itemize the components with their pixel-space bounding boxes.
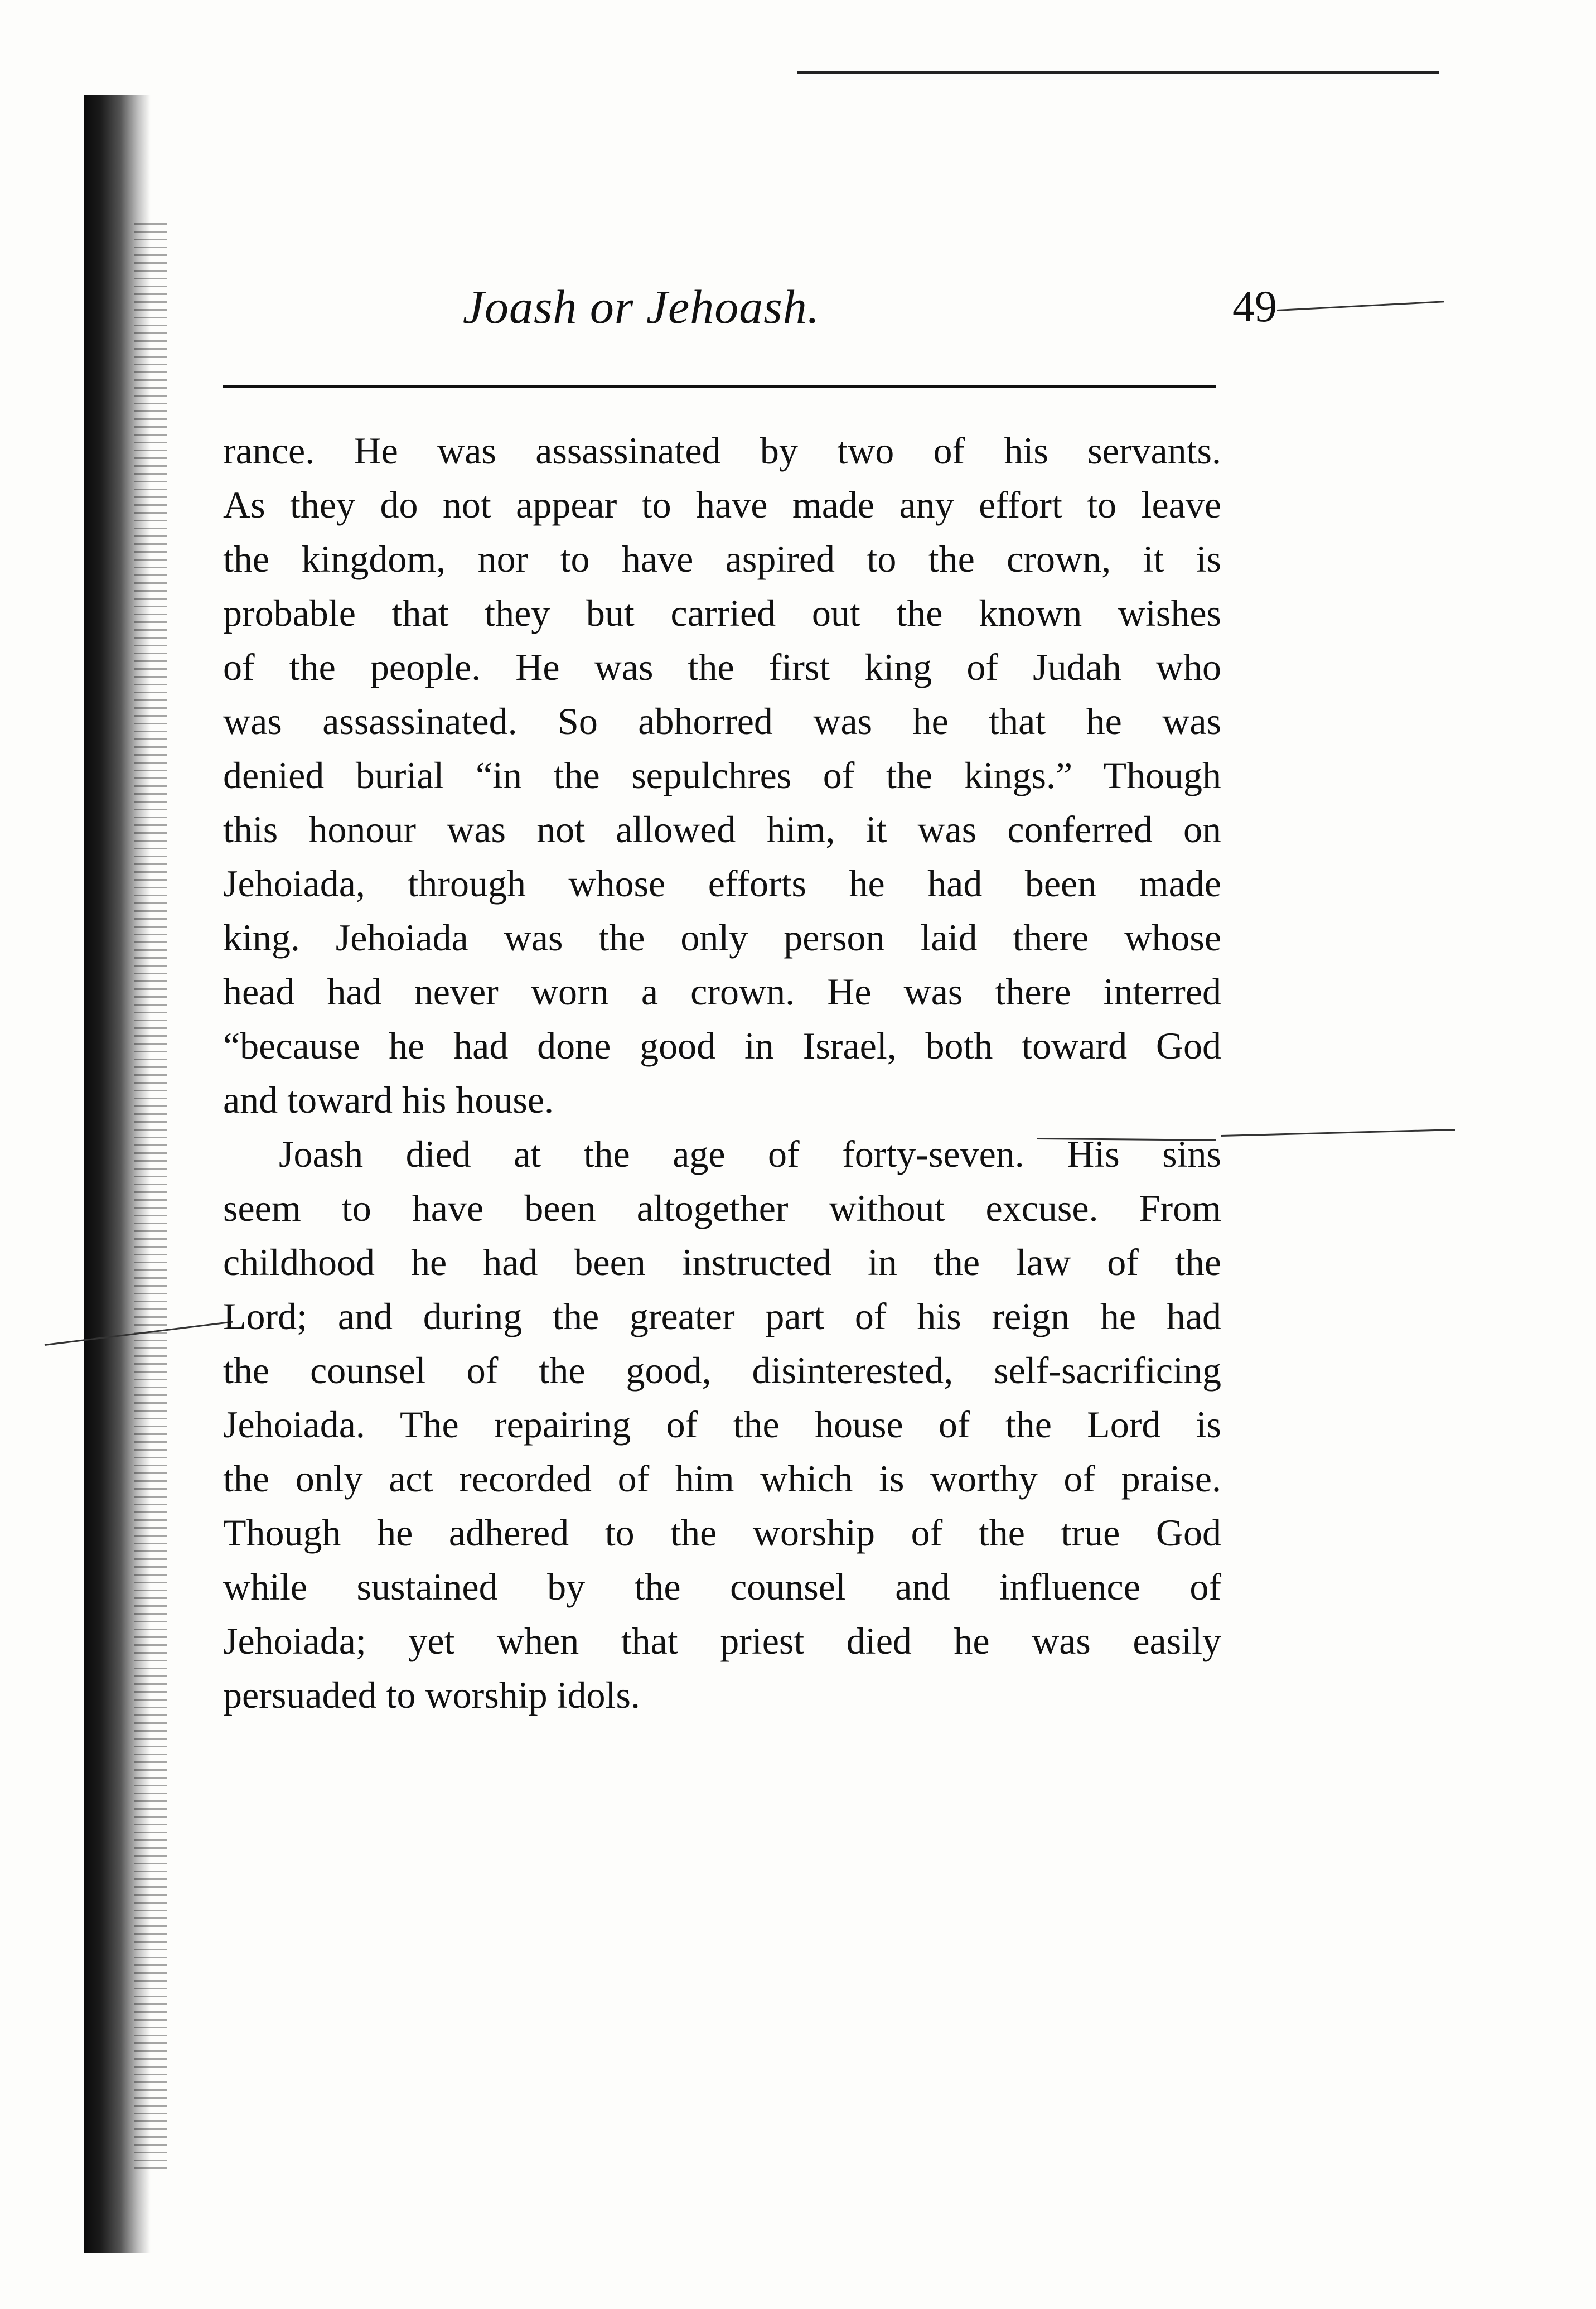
text-line: Jehoiada. The repairing of the house of the Lord is	[223, 1403, 1221, 1446]
text-line: probable that they but carried out the known wishes	[223, 592, 1221, 634]
text-line: and toward his house.	[223, 1079, 554, 1121]
text-line: “because he had done good in Israel, both toward God	[223, 1025, 1221, 1067]
pencil-stroke	[1277, 301, 1444, 311]
paragraph	[223, 424, 1221, 1127]
text-line: was assassinated. So abhorred was he that he was	[223, 700, 1221, 742]
body-text	[223, 424, 1221, 1722]
text-line: king. Jehoiada was the only person laid there whose	[223, 916, 1221, 959]
text-line: childhood he had been instructed in the law of the	[223, 1241, 1221, 1283]
text-line: Though he adhered to the worship of the true God	[223, 1511, 1221, 1554]
text-line: As they do not appear to have made any effort to leave	[223, 484, 1221, 526]
text-line: denied burial “in the sepulchres of the kings.” Though	[223, 754, 1221, 796]
binding-shadow	[134, 223, 167, 2175]
text-line: of the people. He was the first king of Judah who	[223, 646, 1221, 688]
running-head-title: Joash or Jehoash.	[462, 280, 820, 334]
text-line: seem to have been altogether without excuse. From	[223, 1187, 1221, 1229]
text-line: this honour was not allowed him, it was conferred on	[223, 808, 1221, 851]
text-line: rance. He was assassinated by two of his servants.	[223, 429, 1221, 472]
text-line: the only act recorded of him which is worthy of praise.	[223, 1457, 1221, 1500]
header-rule	[223, 385, 1216, 388]
text-line: the counsel of the good, disinterested, self-sacrificing	[223, 1349, 1221, 1392]
page-number: 49	[1232, 282, 1277, 331]
text-line: Lord; and during the greater part of his reign he had	[223, 1295, 1221, 1337]
text-line: persuaded to worship idols.	[223, 1674, 640, 1716]
pencil-stroke	[1221, 1129, 1455, 1137]
text-line: Joash died at the age of forty-seven. His sins	[279, 1133, 1221, 1175]
text-line: head had never worn a crown. He was there interred	[223, 970, 1221, 1013]
paragraph	[223, 1127, 1221, 1722]
text-line: Jehoiada; yet when that priest died he was easily	[223, 1620, 1221, 1662]
text-line: the kingdom, nor to have aspired to the crown, it is	[223, 538, 1221, 580]
text-line: while sustained by the counsel and influence of	[223, 1566, 1221, 1608]
text-line: Jehoiada, through whose efforts he had been made	[223, 862, 1221, 905]
top-scan-rule	[797, 71, 1439, 74]
